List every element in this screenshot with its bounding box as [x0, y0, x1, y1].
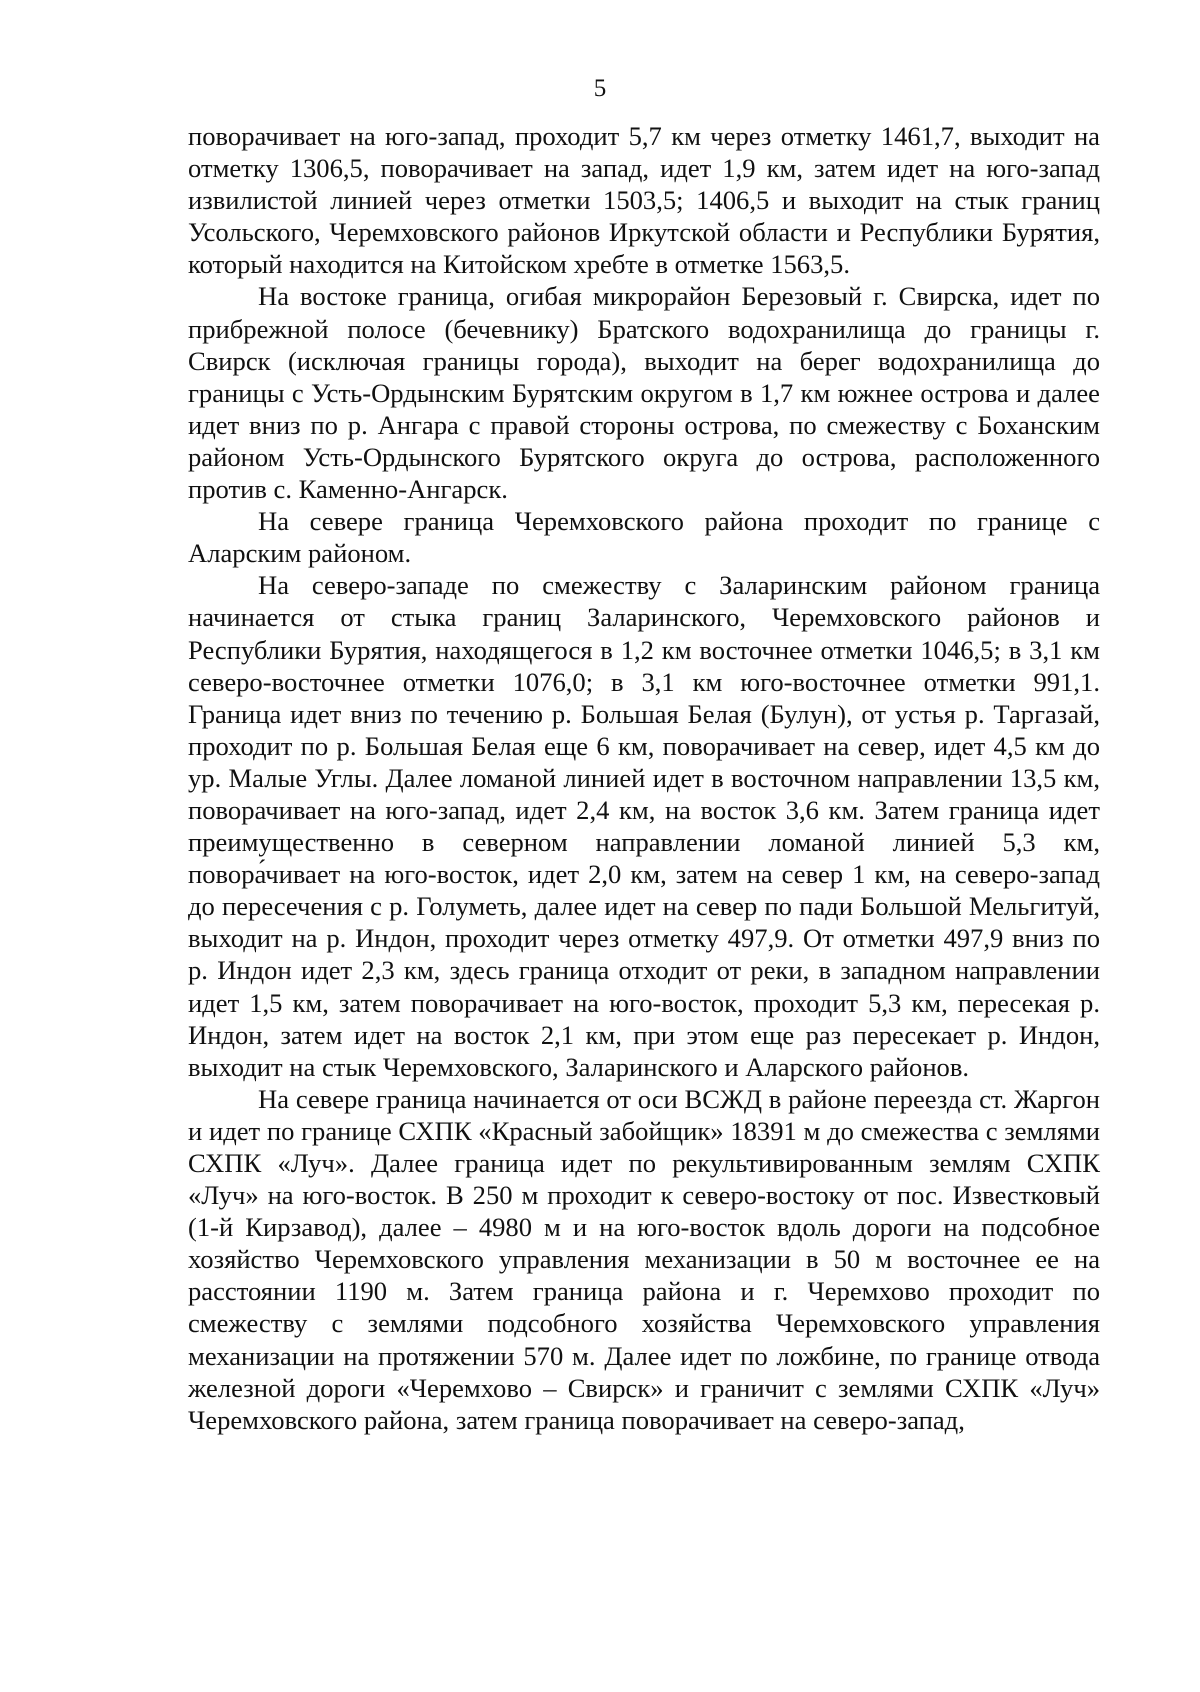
- paragraph: поворачивает на юго-запад, проходит 5,7 км через отметку 1461,7, выходит на отметку 1306,5, поворачивает на запад, идет 1,9 км, затем идет на юго-запад извилистой линией через отметки 1503,5; 1406,5 и выходит на стык границ Усольского, Черемховского районов Иркутской области и Республики Бурятия, который находится на Китойском хребте в отметке 1563,5.: [188, 121, 1100, 280]
- document-body: [188, 120, 1100, 1436]
- paragraph: На северо-западе по смежеству с Заларинским районом граница начинается от стыка границ Заларинского, Черемховского районов и Республики Бурятия, находящегося в 1,2 км восточнее отметки 1046,5; в 3,1 км северо-восточнее отметки 1076,0; в 3,1 км юго-восточнее отметки 991,1. Граница идет вниз по течению р. Большая Белая (Булун), от устья р. Таргазай, проходит по р. Большая Белая еще 6 км, поворачивает на север, идет 4,5 км до ур. Малые Углы. Далее ломаной линией идет в восточном направлении 13,5 км, поворачивает на юго-запад, идет 2,4 км, на восток 3,6 км. Затем граница идет преимущественно в северном направлении ломаной линией 5,3 км, повора́чивает на юго-восток, идет 2,0 км, затем на север 1 км, на северо-запад до пересечения с р. Голуметь, далее идет на север по пади Большой Мельгитуй, выходит на р. Индон, проходит через отметку 497,9. От отметки 497,9 вниз по р. Индон идет 2,3 км, здесь граница отходит от реки, в западном направлении идет 1,5 км, затем поворачивает на юго-восток, проходит 5,3 км, пересекая р. Индон, затем идет на восток 2,1 км, при этом еще раз пересекает р. Индон, выходит на стык Черемховского, Заларинского и Аларского районов.: [188, 570, 1100, 1082]
- paragraph: На севере граница Черемховского района проходит по границе с Аларским районом.: [188, 506, 1100, 569]
- paragraph: На севере граница начинается от оси ВСЖД в районе переезда ст. Жаргон и идет по границе СХПК «Красный забойщик» 18391 м до смежества с землями СХПК «Луч». Далее граница идет по рекультивированным землям СХПК «Луч» на юго-восток. В 250 м проходит к северо-востоку от пос. Известковый (1-й Кирзавод), далее – 4980 м и на юго-восток вдоль дороги на подсобное хозяйство Черемховского управления механизации в 50 м восточнее ее на расстоянии 1190 м. Затем граница района и г. Черемхово проходит по смежеству с землями подсобного хозяйства Черемховского управления механизации на протяжении 570 м. Далее идет по ложбине, по границе отвода железной дороги «Черемхово – Свирск» и граничит с землями СХПК «Луч» Черемховского района, затем граница поворачивает на северо-запад,: [188, 1083, 1100, 1435]
- page-number: 5: [593, 75, 607, 102]
- paragraph: На востоке граница, огибая микрорайон Березовый г. Свирска, идет по прибрежной полосе (бечевнику) Братского водохранилища до границы г. Свирск (исключая границы города), выходит на берег водохранилища до границы с Усть-Ордынским Бурятским округом в 1,7 км южнее острова и далее идет вниз по р. Ангара с правой стороны острова, по смежеству с Боханским районом Усть-Ордынского Бурятского округа до острова, расположенного против с. Каменно-Ангарск.: [188, 281, 1100, 505]
